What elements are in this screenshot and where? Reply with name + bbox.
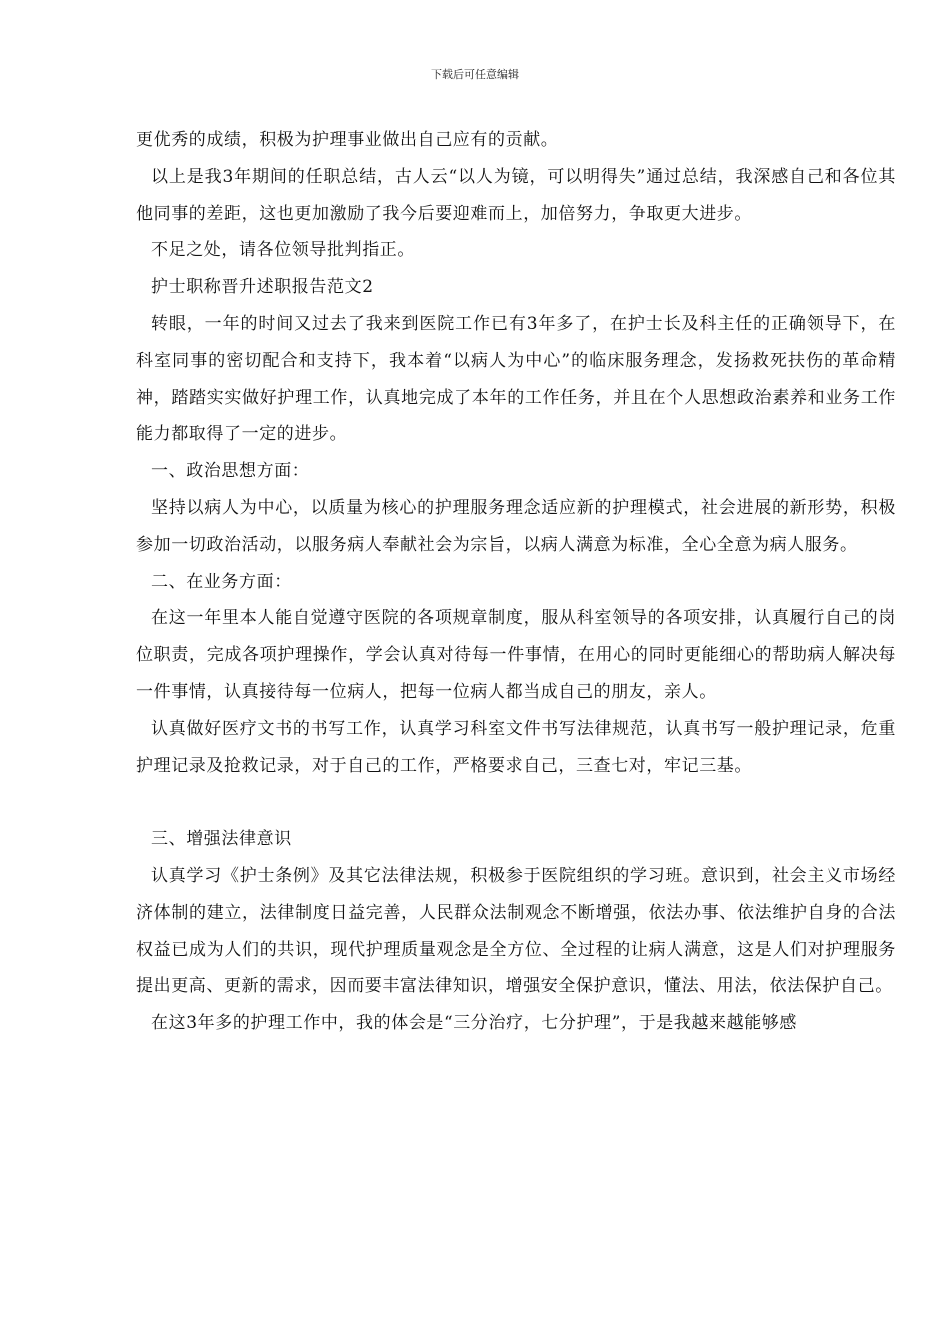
paragraph: 认真做好医疗文书的书写工作，认真学习科室文件书写法律规范，认真书写一般护理记录，危重护理记录及抢救记录，对于自己的工作，严格要求自己，三查七对，牢记三基。 (136, 718, 896, 776)
section-heading: 三、增强法律意识 (151, 829, 292, 850)
paragraph: 在这一年里本人能自觉遵守医院的各项规章制度，服从科室领导的各项安排，认真履行自己的岗位职责，完成各项护理操作，学会认真对待每一件事情，在用心的同时更能细心的帮助病人解决每一件事情，认真接待每一位病人，把每一位病人都当成自己的朋友，亲人。 (136, 608, 896, 702)
paragraph: 坚持以病人为中心，以质量为核心的护理服务理念适应新的护理模式，社会进展的新形势，积极参加一切政治活动，以服务病人奉献社会为宗旨，以病人满意为标准，全心全意为病人服务。 (136, 497, 896, 555)
page-header: 下载后可任意编辑 (431, 68, 519, 81)
paragraph: 认真学习《护士条例》及其它法律法规，积极参于医院组织的学习班。意识到，社会主义市场经济体制的建立，法律制度日益完善，人民群众法制观念不断增强，依法办事、依法维护自身的合法权益已成为人们的共识，现代护理质量观念是全方位、全过程的让病人满意，这是人们对护理服务提出更高、更新的需求，因而要丰富法律知识，增强安全保护意识，懂法、用法，依法保护自己。 (136, 865, 896, 997)
paragraph: 不足之处，请各位领导批判指正。 (151, 240, 415, 261)
section-title: 护士职称晋升述职报告范文2 (151, 277, 374, 298)
paragraph: 在这3年多的护理工作中，我的体会是“三分治疗，七分护理”，于是我越来越能够感 (151, 1013, 797, 1034)
paragraph: 以上是我3年期间的任职总结，古人云“以人为镜，可以明得失”通过总结，我深感自己和各位其他同事的差距，这也更加激励了我今后要迎难而上，加倍努力，争取更大进步。 (136, 166, 896, 224)
paragraph: 更优秀的成绩，积极为护理事业做出自己应有的贡献。 (136, 130, 559, 150)
document-body (136, 122, 896, 1042)
blank-line (136, 784, 896, 821)
paragraph: 转眼，一年的时间又过去了我来到医院工作已有3年多了，在护士长及科主任的正确领导下，在科室同事的密切配合和支持下，我本着“以病人为中心”的临床服务理念，发扬救死扶伤的革命精神，踏踏实实做好护理工作，认真地完成了本年的工作任务，并且在个人思想政治素养和业务工作能力都取得了一定的进步。 (136, 313, 896, 445)
section-heading: 一、政治思想方面： (151, 461, 310, 482)
section-heading: 二、在业务方面： (151, 571, 292, 592)
